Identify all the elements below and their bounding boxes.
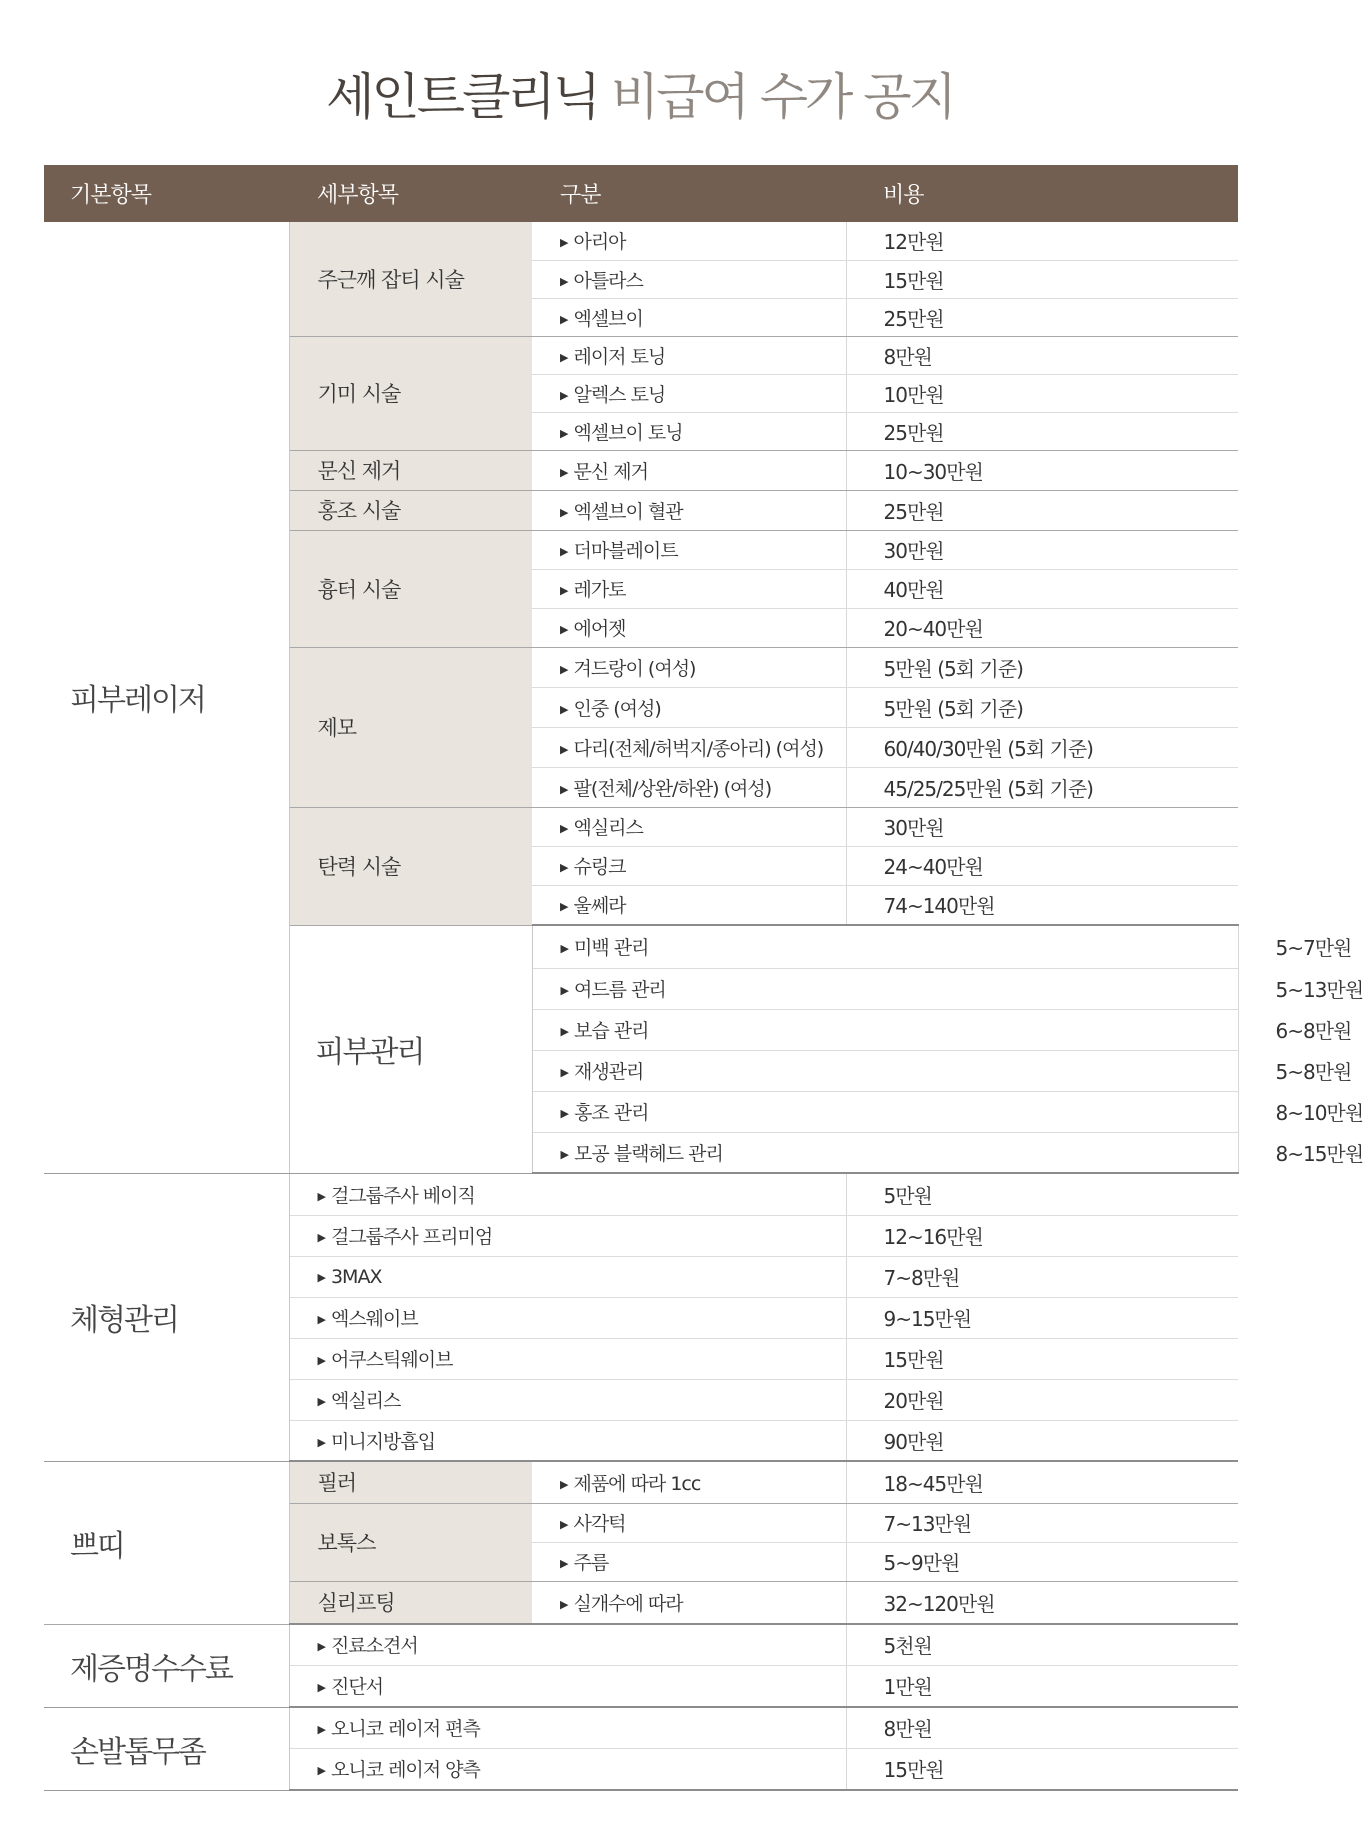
- header-detail-item: 세부항목: [289, 165, 532, 222]
- item-cell: [532, 968, 1238, 1009]
- bullet-icon: ▶: [560, 623, 568, 636]
- table-row: [44, 1624, 1238, 1665]
- item-price: 25만원: [846, 490, 1238, 530]
- item-cell: [289, 1256, 846, 1297]
- group-tattoo-title: 문신 제거: [289, 450, 532, 490]
- item-label: 미백 관리: [573, 937, 649, 960]
- group-filler-title: 필러: [289, 1461, 532, 1503]
- bullet-icon: ▶: [560, 350, 568, 364]
- item-cell: [532, 222, 846, 260]
- bullet-icon: ▶: [317, 1231, 325, 1244]
- bullet-icon: ▶: [560, 1066, 568, 1079]
- bullet-icon: ▶: [317, 1640, 325, 1654]
- table-row: [44, 1461, 1238, 1503]
- item-price: 18~45만원: [846, 1461, 1238, 1503]
- item-label: 모공 블랙헤드 관리: [573, 1142, 723, 1165]
- bullet-icon: ▶: [317, 1435, 325, 1449]
- item-label: 울쎄라: [573, 895, 626, 918]
- item-price: 15만원: [846, 260, 1238, 298]
- item-label: 엑실리스: [330, 1390, 401, 1412]
- item-label: 오니코 레이저 편측: [330, 1718, 480, 1741]
- fee-table: [44, 165, 1363, 1791]
- group-lifting-title: 탄력 시술: [289, 807, 532, 925]
- bullet-icon: ▶: [560, 822, 568, 835]
- bullet-icon: ▶: [560, 900, 568, 914]
- item-cell: [532, 412, 846, 450]
- item-cell: [532, 807, 846, 846]
- item-label: 아리아: [573, 231, 626, 254]
- item-cell: [289, 1665, 846, 1707]
- bullet-icon: ▶: [560, 1147, 568, 1161]
- bullet-icon: ▶: [317, 1681, 325, 1695]
- item-price: 90만원: [846, 1420, 1238, 1461]
- item-cell: [532, 490, 846, 530]
- item-label: 걸그룹주사 베이직: [330, 1184, 475, 1207]
- item-cell: [532, 530, 846, 569]
- item-cell: [532, 647, 846, 687]
- item-label: 레가토: [573, 579, 626, 601]
- item-price: 30만원: [846, 530, 1238, 569]
- item-cell: [532, 569, 846, 608]
- item-cell: [532, 1132, 1238, 1173]
- bullet-icon: ▶: [560, 1025, 568, 1038]
- bullet-icon: ▶: [560, 1597, 568, 1611]
- bullet-icon: ▶: [317, 1189, 325, 1203]
- item-cell: [532, 1050, 1238, 1091]
- item-cell: [532, 608, 846, 647]
- item-price: 5만원 (5회 기준): [846, 647, 1238, 687]
- item-price: 7~13만원: [846, 1503, 1238, 1542]
- group-hair-removal-title: 제모: [289, 647, 532, 807]
- item-cell: [532, 1542, 846, 1581]
- item-label: 엑셀브이 혈관: [573, 500, 683, 523]
- item-label: 미니지방흡입: [330, 1430, 436, 1453]
- bullet-icon: ▶: [560, 236, 568, 250]
- item-price: 10만원: [846, 374, 1238, 412]
- item-label: 실개수에 따라: [573, 1592, 683, 1615]
- section-petit-title: 쁘띠: [44, 1461, 289, 1624]
- group-scar-title: 흉터 시술: [289, 530, 532, 647]
- item-price: 45/25/25만원 (5회 기준): [846, 767, 1238, 807]
- item-price: 32~120만원: [846, 1581, 1238, 1624]
- item-label: 홍조 관리: [573, 1102, 649, 1124]
- group-redness-title: 홍조 시술: [289, 490, 532, 530]
- item-label: 레이저 토닝: [573, 345, 666, 368]
- item-price: 12~16만원: [846, 1215, 1238, 1256]
- item-label: 슈링크: [573, 856, 626, 878]
- item-price: 7~8만원: [846, 1256, 1238, 1297]
- header-cost: 비용: [846, 165, 1238, 222]
- bullet-icon: ▶: [560, 426, 568, 440]
- item-cell: [532, 260, 846, 298]
- item-label: 주름: [573, 1552, 609, 1574]
- group-thread-lift-title: 실리프팅: [289, 1581, 532, 1624]
- item-label: 사각턱: [573, 1513, 626, 1535]
- item-price: 25만원: [846, 298, 1238, 336]
- item-label: 알렉스 토닝: [573, 383, 666, 406]
- item-cell: [532, 1009, 1238, 1050]
- bullet-icon: ▶: [560, 1557, 568, 1570]
- item-label: 재생관리: [573, 1061, 644, 1083]
- item-label: 인중 (여성): [573, 697, 661, 720]
- item-cell: [532, 846, 846, 885]
- table-row: ▶ 보습 관리 6~8만원: [44, 1009, 1238, 1050]
- bullet-icon: ▶: [560, 662, 568, 676]
- item-price: 5~9만원: [846, 1542, 1238, 1581]
- item-price: 30만원: [846, 807, 1238, 846]
- bullet-icon: ▶: [560, 465, 568, 479]
- section-care-title: 피부관리: [289, 925, 532, 1173]
- item-price: 12만원: [846, 222, 1238, 260]
- item-cell: [532, 1503, 846, 1542]
- item-label: 제품에 따라 1cc: [573, 1472, 701, 1495]
- item-label: 문신 제거: [573, 460, 648, 483]
- item-label: 엑스웨이브: [330, 1308, 418, 1330]
- header-category: 구분: [532, 165, 846, 222]
- item-cell: [532, 767, 846, 807]
- table-row: 피부관리 ▶ 미백 관리 5~7만원: [44, 925, 1238, 968]
- page-title: [0, 62, 1280, 132]
- title-clinic-name: 세인트클리닉: [326, 68, 599, 126]
- bullet-icon: ▶: [560, 545, 568, 558]
- table-row: [44, 1707, 1238, 1748]
- item-cell: [532, 298, 846, 336]
- item-price: 20만원: [846, 1379, 1238, 1420]
- item-cell: [532, 336, 846, 374]
- item-cell: [289, 1707, 846, 1748]
- group-botox-title: 보톡스: [289, 1503, 532, 1581]
- title-notice: 비급여 수가 공지: [598, 68, 954, 126]
- item-label: 팔(전체/상완/하완) (여성): [573, 777, 772, 800]
- item-label: 엑셀브이 토닝: [573, 421, 683, 444]
- item-cell: [289, 1215, 846, 1256]
- bullet-icon: ▶: [560, 942, 568, 956]
- table-row: [44, 222, 1238, 260]
- bullet-icon: ▶: [560, 782, 568, 796]
- bullet-icon: ▶: [560, 861, 568, 874]
- header-row: [44, 165, 1238, 222]
- item-cell: [289, 1173, 846, 1215]
- item-cell: [289, 1624, 846, 1665]
- item-cell: [532, 374, 846, 412]
- item-cell: [532, 1091, 1238, 1132]
- item-price: 1만원: [846, 1665, 1238, 1707]
- bullet-icon: ▶: [560, 388, 568, 402]
- section-certificate-title: 제증명수수료: [44, 1624, 289, 1707]
- item-price: 60/40/30만원 (5회 기준): [846, 727, 1238, 767]
- item-price: 15만원: [846, 1748, 1238, 1790]
- bullet-icon: ▶: [560, 312, 568, 326]
- bullet-icon: ▶: [560, 505, 568, 519]
- item-cell: [532, 727, 846, 767]
- item-label: 진단서: [330, 1676, 384, 1699]
- item-cell: [532, 1461, 846, 1503]
- bullet-icon: ▶: [560, 274, 568, 288]
- bullet-icon: ▶: [317, 1313, 325, 1326]
- table-row: ▶ 여드름 관리 5~13만원: [44, 968, 1238, 1009]
- item-price: 5만원: [846, 1173, 1238, 1215]
- item-label: 진료소견서: [330, 1635, 418, 1658]
- item-price: 5천원: [846, 1624, 1238, 1665]
- bullet-icon: ▶: [560, 984, 568, 997]
- bullet-icon: ▶: [317, 1723, 325, 1737]
- item-label: 다리(전체/허벅지/종아리) (여성): [573, 737, 824, 760]
- bullet-icon: ▶: [560, 742, 568, 756]
- item-price: 15만원: [846, 1338, 1238, 1379]
- table-row: ▶ 홍조 관리 8~10만원: [44, 1091, 1238, 1132]
- item-cell: [289, 1379, 846, 1420]
- item-price: 8만원: [846, 1707, 1238, 1748]
- item-price: 9~15만원: [846, 1297, 1238, 1338]
- bullet-icon: ▶: [560, 1477, 568, 1491]
- item-label: 여드름 관리: [573, 979, 666, 1001]
- item-price: 5만원 (5회 기준): [846, 687, 1238, 727]
- item-label: 오니코 레이저 양측: [330, 1759, 480, 1782]
- item-label: 에어젯: [573, 618, 626, 640]
- item-label: 더마블레이트: [573, 540, 678, 562]
- item-label: 걸그룹주사 프리미엄: [330, 1226, 493, 1248]
- item-label: 아틀라스: [573, 269, 643, 292]
- item-cell: [289, 1297, 846, 1338]
- table-body: [44, 222, 1363, 1790]
- bullet-icon: ▶: [560, 1107, 568, 1120]
- bullet-icon: ▶: [317, 1270, 325, 1284]
- item-price: 10~30만원: [846, 450, 1238, 490]
- item-label: 보습 관리: [573, 1020, 649, 1042]
- item-label: 3MAX: [330, 1265, 382, 1288]
- item-price: 40만원: [846, 569, 1238, 608]
- item-label: 어쿠스틱웨이브: [330, 1349, 453, 1371]
- bullet-icon: ▶: [560, 1518, 568, 1531]
- table-row: ▶ 재생관리 5~8만원: [44, 1050, 1238, 1091]
- table-row: ▶ 모공 블랙헤드 관리 8~15만원: [44, 1132, 1238, 1173]
- item-cell: [532, 885, 846, 925]
- item-price: 74~140만원: [846, 885, 1238, 925]
- item-label: 엑셀브이: [573, 307, 643, 330]
- item-label: 엑실리스: [573, 817, 643, 839]
- section-nail-title: 손발톱무좀: [44, 1707, 289, 1790]
- bullet-icon: ▶: [560, 702, 568, 716]
- item-cell: [289, 1420, 846, 1461]
- table-header: [44, 165, 1238, 222]
- bullet-icon: ▶: [317, 1395, 325, 1408]
- section-laser-title: 피부레이저: [44, 222, 289, 1173]
- item-cell: [289, 1338, 846, 1379]
- item-cell: [532, 925, 1238, 968]
- bullet-icon: ▶: [560, 584, 568, 597]
- header-basic-item: 기본항목: [44, 165, 289, 222]
- item-cell: [532, 1581, 846, 1624]
- item-cell: [289, 1748, 846, 1790]
- section-body-title: 체형관리: [44, 1173, 289, 1461]
- item-price: 8만원: [846, 336, 1238, 374]
- item-price: 24~40만원: [846, 846, 1238, 885]
- item-label: 겨드랑이 (여성): [573, 657, 696, 680]
- item-cell: [532, 687, 846, 727]
- bullet-icon: ▶: [317, 1354, 325, 1367]
- group-melasma-title: 기미 시술: [289, 336, 532, 450]
- item-price: 25만원: [846, 412, 1238, 450]
- group-freckle-title: 주근깨 잡티 시술: [289, 222, 532, 336]
- table-row: [44, 1173, 1238, 1215]
- item-cell: [532, 450, 846, 490]
- item-price: 20~40만원: [846, 608, 1238, 647]
- bullet-icon: ▶: [317, 1764, 325, 1778]
